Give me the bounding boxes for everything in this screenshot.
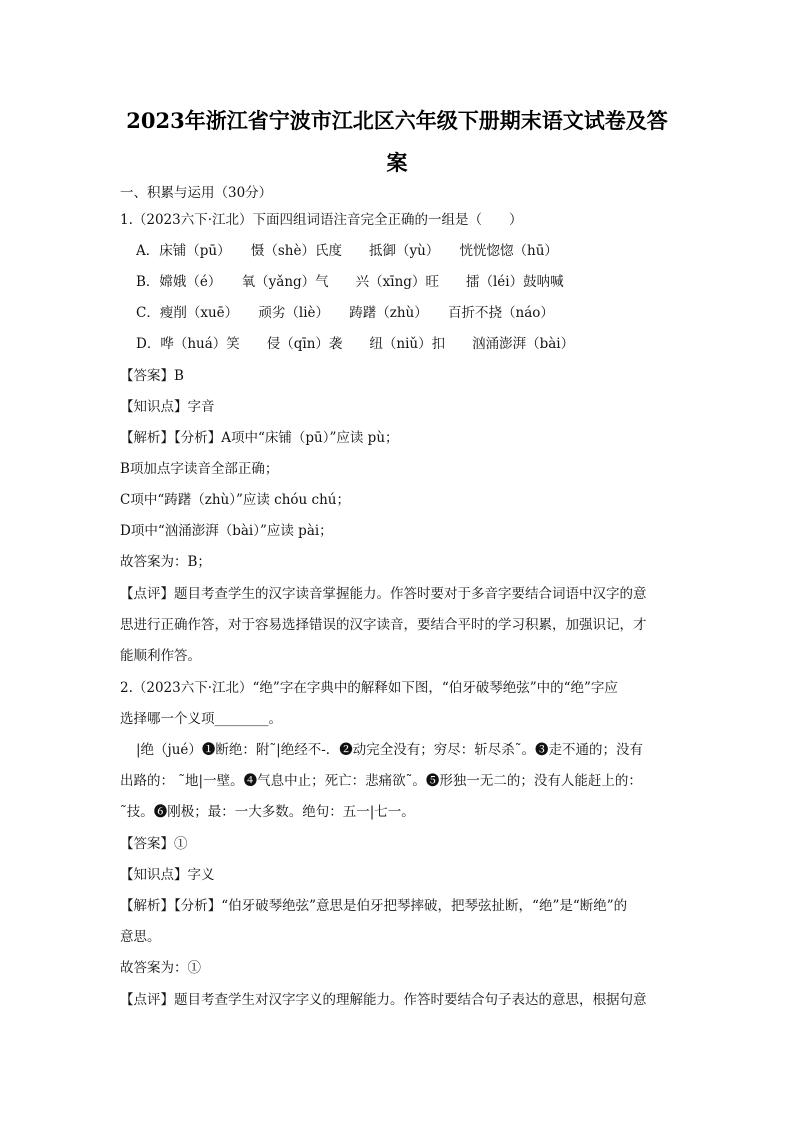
question-2-analysis-line: 故答案为：① [120, 960, 201, 976]
question-1-option-d: D．哗（huá）笑 侵（qīn）袭 纽（niǔ）扣 汹涌澎湃（bài） [136, 336, 575, 352]
question-1-knowledge: 【知识点】字音 [120, 399, 215, 415]
question-1-option-a: A．床铺（pū） 慑（shè）氏度 抵御（yù） 恍恍惚惚（hū） [136, 243, 558, 259]
question-1-comment-line: 能顺利作答。 [120, 648, 201, 664]
question-1-option-c: C．瘦削（xuē） 顽劣（liè） 踌躇（zhù） 百折不挠（náo） [136, 305, 554, 321]
question-1-comment-line: 思进行正确作答，对于容易选择错误的汉字读音，要结合平时的学习积累，加强识记，才 [120, 617, 647, 633]
question-1-analysis-line: B项加点字读音全部正确； [120, 461, 279, 477]
question-1-stem: 1.（2023六下·江北）下面四组词语注音完全正确的一组是（ ） [120, 212, 523, 228]
dictionary-entry-line: |绝（jué）❶断绝：附˜|绝经不-．❷动完全没有；穷尽：斩尽杀˜。❸走不通的；没有 [136, 742, 644, 758]
question-1-answer: 【答案】B [120, 368, 184, 384]
question-2-stem-line: 2.（2023六下·江北）“绝”字在字典中的解释如下图，“伯牙破琴绝弦”中的“绝”字应 [120, 680, 618, 696]
question-2-stem-line: 选择哪一个义项________。 [120, 711, 282, 727]
dictionary-entry-line: ˜技。❻刚极；最：一大多数。绝句：五一|七一。 [120, 804, 415, 820]
question-1-analysis-line: 故答案为：B； [120, 554, 211, 570]
document-title-line-2: 案 [386, 150, 408, 175]
question-2-comment-line: 【点评】题目考查学生对汉字字义的理解能力。作答时要结合句子表达的意思，根据句意 [120, 992, 647, 1008]
dictionary-entry-line: 出路的： ˜地|一壁。❹气息中止；死亡：悲痛欲˜。❺形独一无二的；没有人能赶上的： [120, 773, 642, 789]
question-1-analysis-line: C项中“踌躇（zhù）”应读 chóu chú； [120, 492, 350, 508]
question-2-knowledge: 【知识点】字义 [120, 867, 215, 883]
question-1-analysis-line: D项中“汹涌澎湃（bài）”应读 pài； [120, 523, 333, 539]
question-2-analysis-line: 【解析】【分析】“伯牙破琴绝弦”意思是伯牙把琴摔破，把琴弦扯断，“绝”是“断绝”的 [120, 898, 628, 914]
question-2-answer: 【答案】① [120, 836, 188, 852]
question-1-analysis-line: 【解析】【分析】A项中“床铺（pū）”应读 pù； [120, 430, 399, 446]
question-2-analysis-line: 意思。 [120, 929, 161, 945]
section-heading: 一、积累与运用（30分） [120, 185, 273, 201]
question-1-comment-line: 【点评】题目考查学生的汉字读音掌握能力。作答时要对于多音字要结合词语中汉字的意 [120, 586, 647, 602]
document-title-line-1: 2023年浙江省宁波市江北区六年级下册期末语文试卷及答 [126, 108, 668, 133]
question-1-option-b: B．嫦娥（é） 氧（yǎng）气 兴（xīng）旺 擂（léi）鼓呐喊 [136, 274, 564, 290]
